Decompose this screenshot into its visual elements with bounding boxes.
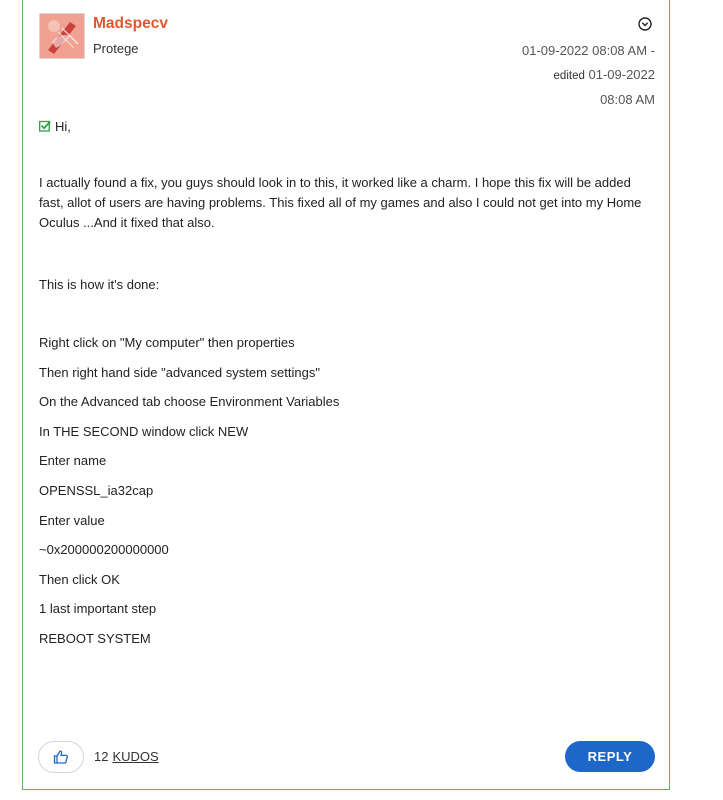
step-line: On the Advanced tab choose Environment Variables [39,394,340,410]
forum-post [22,0,670,790]
step-line: Enter value [39,512,105,528]
avatar-image-icon [40,14,84,58]
reply-button[interactable]: REPLY [565,741,655,772]
thumbs-up-icon [53,749,69,765]
kudos-button[interactable] [38,741,84,773]
checkbox-check-icon [39,120,51,132]
post-body [39,117,649,646]
author-rank: Protege [93,41,139,56]
post-paragraph: This is how it's done: [39,277,160,292]
greeting-text: Hi, [55,118,71,134]
post-timestamp [455,39,655,112]
edited-date: 01-09-2022 [588,67,655,82]
post-paragraph: I actually found a fix, you guys should look in to this, it worked like a charm. I hope this fix will be added fast, allot of users are having problems. This fixed all of my games and also I could not get into my Home Oculus ...And it fixed that also. [39,175,642,230]
step-line: Then right hand side "advanced system settings" [39,364,320,380]
step-line: ~0x200000200000000 [39,542,169,558]
steps-list [39,333,339,659]
posted-date: 01-09-2022 08:08 AM - [522,43,655,58]
kudos-count [94,749,159,764]
step-line: OPENSSL_ia32cap [39,482,154,498]
greeting-line [39,117,649,135]
avatar[interactable] [39,13,85,59]
edited-time: 08:08 AM [600,92,655,107]
step-line: Right click on "My computer" then properties [39,335,295,350]
step-line: 1 last important step [39,601,157,617]
step-line: Enter name [39,453,107,469]
kudos-number: 12 [94,749,109,764]
kudos-link[interactable]: KUDOS [112,749,159,764]
author-name[interactable]: Madspecv [93,15,168,32]
step-line: REBOOT SYSTEM [39,630,151,646]
step-line: Then click OK [39,571,120,587]
edited-label: edited [553,70,585,82]
step-line: In THE SECOND window click NEW [39,423,249,439]
options-chevron-icon[interactable] [638,17,652,31]
